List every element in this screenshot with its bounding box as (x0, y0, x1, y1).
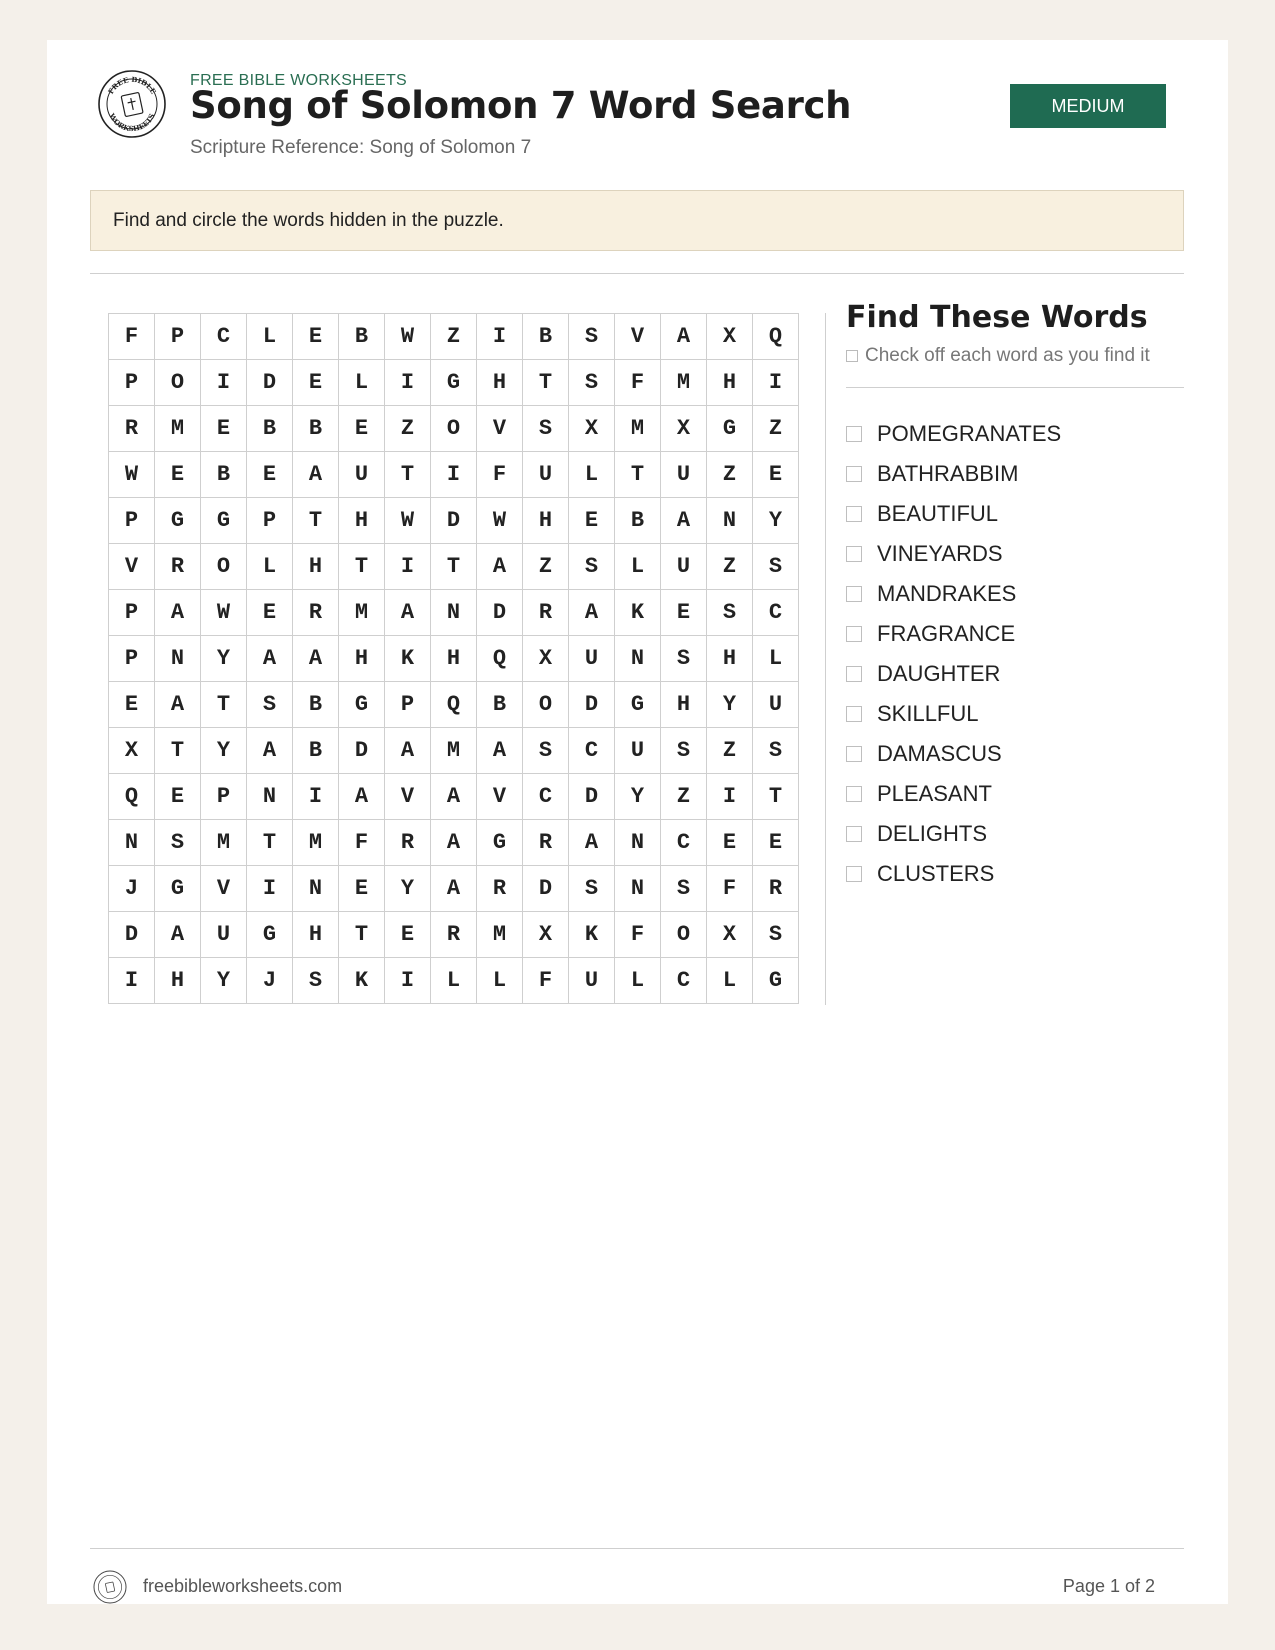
word-checkbox[interactable] (846, 706, 862, 722)
grid-cell: X (569, 406, 615, 452)
grid-cell: R (753, 866, 799, 912)
grid-cell: G (155, 498, 201, 544)
grid-cell: I (753, 360, 799, 406)
word-list-item (846, 814, 1061, 854)
word-label: DAUGHTER (877, 661, 1001, 686)
word-checkbox[interactable] (846, 466, 862, 482)
grid-cell: T (247, 820, 293, 866)
grid-cell: A (293, 452, 339, 498)
word-label: PLEASANT (877, 781, 992, 806)
word-label: MANDRAKES (877, 581, 1017, 606)
footer-logo (93, 1570, 127, 1604)
grid-cell: F (523, 958, 569, 1004)
grid-cell: I (293, 774, 339, 820)
grid-cell: M (431, 728, 477, 774)
grid-cell: K (339, 958, 385, 1004)
grid-cell: Y (385, 866, 431, 912)
grid-cell: A (155, 912, 201, 958)
grid-cell: S (569, 314, 615, 360)
grid-cell: W (201, 590, 247, 636)
grid-cell: R (477, 866, 523, 912)
grid-cell: E (569, 498, 615, 544)
grid-cell: H (155, 958, 201, 1004)
grid-cell: I (109, 958, 155, 1004)
grid-cell: A (339, 774, 385, 820)
grid-cell: R (155, 544, 201, 590)
grid-cell: T (155, 728, 201, 774)
grid-cell: I (707, 774, 753, 820)
grid-cell: P (201, 774, 247, 820)
grid-cell: G (477, 820, 523, 866)
grid-cell: E (753, 820, 799, 866)
word-list-heading: Find These Words (846, 300, 1148, 335)
footer-divider (90, 1548, 1184, 1549)
word-list-item (846, 494, 1061, 534)
grid-cell: N (615, 820, 661, 866)
grid-cell: X (523, 636, 569, 682)
grid-cell: Y (201, 636, 247, 682)
grid-cell: Z (753, 406, 799, 452)
grid-cell: E (109, 682, 155, 728)
scripture-reference: Scripture Reference: Song of Solomon 7 (190, 137, 532, 158)
grid-cell: H (707, 360, 753, 406)
grid-cell: S (293, 958, 339, 1004)
word-label: CLUSTERS (877, 861, 995, 886)
grid-cell: R (109, 406, 155, 452)
grid-cell: G (753, 958, 799, 1004)
grid-cell: S (661, 636, 707, 682)
grid-cell: L (615, 544, 661, 590)
grid-cell: S (753, 912, 799, 958)
grid-cell: P (385, 682, 431, 728)
grid-cell: B (615, 498, 661, 544)
grid-cell: J (247, 958, 293, 1004)
grid-cell: M (201, 820, 247, 866)
word-checkbox[interactable] (846, 826, 862, 842)
word-list-item (846, 454, 1061, 494)
grid-cell: P (109, 360, 155, 406)
grid-cell: F (109, 314, 155, 360)
grid-cell: V (201, 866, 247, 912)
grid-cell: Z (661, 774, 707, 820)
grid-cell: A (293, 636, 339, 682)
grid-cell: T (431, 544, 477, 590)
grid-cell: U (339, 452, 385, 498)
grid-cell: W (385, 314, 431, 360)
word-label: VINEYARDS (877, 541, 1003, 566)
grid-cell: B (201, 452, 247, 498)
grid-cell: B (523, 314, 569, 360)
word-label: DAMASCUS (877, 741, 1002, 766)
grid-cell: P (109, 590, 155, 636)
grid-cell: A (431, 866, 477, 912)
grid-cell: H (339, 636, 385, 682)
word-list-item (846, 654, 1061, 694)
grid-cell: E (661, 590, 707, 636)
word-label: FRAGRANCE (877, 621, 1016, 646)
grid-cell: Q (109, 774, 155, 820)
grid-cell: A (385, 590, 431, 636)
grid-cell: F (615, 360, 661, 406)
grid-cell: I (385, 958, 431, 1004)
page-title: Song of Solomon 7 Word Search (190, 84, 852, 127)
grid-cell: C (661, 820, 707, 866)
grid-cell: F (477, 452, 523, 498)
grid-cell: G (155, 866, 201, 912)
grid-cell: L (569, 452, 615, 498)
grid-cell: H (523, 498, 569, 544)
grid-cell: V (385, 774, 431, 820)
grid-cell: E (201, 406, 247, 452)
grid-cell: O (201, 544, 247, 590)
grid-cell: D (569, 774, 615, 820)
checkbox-icon (846, 350, 858, 362)
grid-cell: E (385, 912, 431, 958)
word-label: SKILLFUL (877, 701, 979, 726)
grid-cell: E (247, 452, 293, 498)
grid-cell: R (523, 820, 569, 866)
grid-cell: P (155, 314, 201, 360)
grid-cell: H (707, 636, 753, 682)
word-list-item (846, 414, 1061, 454)
grid-cell: B (293, 682, 339, 728)
grid-cell: T (339, 912, 385, 958)
worksheet-page (47, 40, 1228, 1604)
grid-cell: E (155, 774, 201, 820)
grid-cell: B (477, 682, 523, 728)
grid-cell: R (385, 820, 431, 866)
grid-cell: G (615, 682, 661, 728)
grid-cell: N (109, 820, 155, 866)
grid-cell: T (753, 774, 799, 820)
grid-cell: Z (431, 314, 477, 360)
grid-cell: Y (201, 728, 247, 774)
grid-cell: F (339, 820, 385, 866)
word-checkbox[interactable] (846, 866, 862, 882)
grid-cell: W (109, 452, 155, 498)
grid-cell: U (523, 452, 569, 498)
grid-cell: I (385, 544, 431, 590)
grid-cell: B (293, 406, 339, 452)
grid-cell: C (201, 314, 247, 360)
word-list-item (846, 694, 1061, 734)
grid-cell: Q (477, 636, 523, 682)
grid-cell: O (661, 912, 707, 958)
grid-cell: S (661, 728, 707, 774)
grid-cell: N (293, 866, 339, 912)
grid-cell: O (155, 360, 201, 406)
grid-cell: A (477, 728, 523, 774)
grid-cell: W (477, 498, 523, 544)
grid-cell: X (661, 406, 707, 452)
grid-cell: L (339, 360, 385, 406)
grid-cell: N (707, 498, 753, 544)
grid-cell: H (661, 682, 707, 728)
grid-cell: D (109, 912, 155, 958)
grid-cell: G (707, 406, 753, 452)
grid-cell: A (247, 728, 293, 774)
grid-cell: M (339, 590, 385, 636)
grid-cell: T (615, 452, 661, 498)
grid-cell: I (201, 360, 247, 406)
grid-cell: A (569, 820, 615, 866)
grid-cell: Q (431, 682, 477, 728)
grid-cell: E (707, 820, 753, 866)
word-checkbox[interactable] (846, 546, 862, 562)
grid-cell: S (569, 360, 615, 406)
grid-cell: X (523, 912, 569, 958)
grid-cell: I (385, 360, 431, 406)
grid-cell: S (661, 866, 707, 912)
grid-cell: I (431, 452, 477, 498)
grid-cell: T (201, 682, 247, 728)
grid-cell: L (477, 958, 523, 1004)
grid-cell: E (293, 314, 339, 360)
grid-cell: R (523, 590, 569, 636)
grid-cell: D (477, 590, 523, 636)
word-label: BEAUTIFUL (877, 501, 999, 526)
grid-cell: M (615, 406, 661, 452)
grid-cell: N (247, 774, 293, 820)
grid-cell: N (155, 636, 201, 682)
grid-cell: A (661, 498, 707, 544)
grid-cell: Z (523, 544, 569, 590)
grid-cell: G (431, 360, 477, 406)
grid-cell: L (707, 958, 753, 1004)
grid-cell: U (201, 912, 247, 958)
grid-cell: S (247, 682, 293, 728)
grid-cell: I (477, 314, 523, 360)
grid-cell: X (707, 314, 753, 360)
grid-cell: N (431, 590, 477, 636)
grid-cell: M (293, 820, 339, 866)
grid-cell: U (569, 636, 615, 682)
column-divider (825, 313, 826, 1005)
divider (846, 387, 1184, 388)
grid-cell: E (155, 452, 201, 498)
word-list-item (846, 614, 1061, 654)
grid-cell: D (431, 498, 477, 544)
grid-cell: W (385, 498, 431, 544)
word-list-hint (846, 345, 1150, 367)
grid-cell: J (109, 866, 155, 912)
grid-cell: S (707, 590, 753, 636)
grid-cell: S (523, 728, 569, 774)
instructions-text: Find and circle the words hidden in the puzzle. (113, 209, 504, 231)
grid-cell: K (385, 636, 431, 682)
grid-cell: U (661, 452, 707, 498)
page-number: Page 1 of 2 (1062, 1576, 1155, 1596)
grid-cell: E (753, 452, 799, 498)
word-list-item (846, 534, 1061, 574)
grid-cell: U (569, 958, 615, 1004)
grid-cell: E (247, 590, 293, 636)
grid-cell: C (753, 590, 799, 636)
grid-cell: S (569, 866, 615, 912)
grid-cell: V (109, 544, 155, 590)
grid-cell: A (431, 820, 477, 866)
word-checkbox[interactable] (846, 786, 862, 802)
grid-cell: L (615, 958, 661, 1004)
grid-cell: N (615, 866, 661, 912)
difficulty-badge: MEDIUM (1010, 84, 1166, 128)
brand-label: FREE BIBLE WORKSHEETS (190, 72, 408, 89)
word-checkbox[interactable] (846, 506, 862, 522)
footer-site-url: freebibleworksheets.com (143, 1576, 343, 1596)
word-label: DELIGHTS (877, 821, 988, 846)
word-list-item (846, 854, 1061, 894)
word-list-item (846, 774, 1061, 814)
grid-cell: G (201, 498, 247, 544)
grid-cell: M (155, 406, 201, 452)
grid-cell: Z (707, 544, 753, 590)
grid-cell: N (615, 636, 661, 682)
grid-cell: L (431, 958, 477, 1004)
grid-cell: E (339, 406, 385, 452)
grid-cell: U (615, 728, 661, 774)
grid-cell: M (661, 360, 707, 406)
grid-cell: L (247, 314, 293, 360)
grid-cell: S (569, 544, 615, 590)
instructions-box (90, 190, 1184, 251)
word-list-item (846, 734, 1061, 774)
grid-cell: T (339, 544, 385, 590)
grid-cell: K (615, 590, 661, 636)
grid-cell: H (293, 912, 339, 958)
grid-cell: C (569, 728, 615, 774)
grid-cell: L (753, 636, 799, 682)
grid-cell: S (523, 406, 569, 452)
grid-cell: T (385, 452, 431, 498)
grid-cell: Z (707, 452, 753, 498)
grid-cell: D (247, 360, 293, 406)
grid-cell: D (569, 682, 615, 728)
grid-cell: A (155, 682, 201, 728)
grid-cell: Y (753, 498, 799, 544)
grid-cell: A (247, 636, 293, 682)
word-label: BATHRABBIM (877, 461, 1019, 486)
grid-cell: Y (201, 958, 247, 1004)
grid-cell: F (707, 866, 753, 912)
grid-cell: X (109, 728, 155, 774)
grid-cell: X (707, 912, 753, 958)
grid-cell: P (109, 498, 155, 544)
grid-cell: L (247, 544, 293, 590)
grid-cell: R (431, 912, 477, 958)
grid-cell: Z (385, 406, 431, 452)
grid-cell: G (247, 912, 293, 958)
grid-cell: S (155, 820, 201, 866)
word-checkbox[interactable] (846, 586, 862, 602)
grid-cell: A (569, 590, 615, 636)
divider (90, 273, 1184, 274)
grid-cell: T (293, 498, 339, 544)
grid-cell: U (753, 682, 799, 728)
svg-text:WORKSHEETS: WORKSHEETS (107, 111, 157, 134)
grid-cell: F (615, 912, 661, 958)
word-checkbox[interactable] (846, 746, 862, 762)
grid-cell: H (477, 360, 523, 406)
word-label: POMEGRANATES (877, 421, 1062, 446)
grid-cell: S (753, 728, 799, 774)
word-checkbox[interactable] (846, 666, 862, 682)
grid-cell: V (477, 406, 523, 452)
grid-cell: H (293, 544, 339, 590)
grid-cell: V (615, 314, 661, 360)
word-checkbox[interactable] (846, 626, 862, 642)
grid-cell: G (339, 682, 385, 728)
grid-cell: B (339, 314, 385, 360)
word-search-grid (108, 313, 799, 1004)
grid-cell: S (753, 544, 799, 590)
grid-cell: O (431, 406, 477, 452)
grid-cell: O (523, 682, 569, 728)
grid-cell: C (523, 774, 569, 820)
grid-cell: A (431, 774, 477, 820)
grid-cell: P (247, 498, 293, 544)
grid-cell: Y (707, 682, 753, 728)
word-list-item (846, 574, 1061, 614)
grid-cell: M (477, 912, 523, 958)
grid-cell: P (109, 636, 155, 682)
grid-cell: D (339, 728, 385, 774)
svg-text:FREE BIBLE: FREE BIBLE (106, 74, 158, 96)
grid-cell: K (569, 912, 615, 958)
free-bible-worksheets-logo (97, 69, 167, 139)
grid-cell: T (523, 360, 569, 406)
grid-cell: Q (753, 314, 799, 360)
grid-cell: B (247, 406, 293, 452)
grid-cell: E (293, 360, 339, 406)
grid-cell: U (661, 544, 707, 590)
grid-cell: A (477, 544, 523, 590)
grid-cell: C (661, 958, 707, 1004)
grid-cell: Z (707, 728, 753, 774)
grid-cell: A (385, 728, 431, 774)
word-list (846, 414, 1061, 894)
grid-cell: E (339, 866, 385, 912)
grid-cell: A (661, 314, 707, 360)
grid-cell: D (523, 866, 569, 912)
grid-cell: A (155, 590, 201, 636)
word-checkbox[interactable] (846, 426, 862, 442)
grid-cell: V (477, 774, 523, 820)
grid-cell: R (293, 590, 339, 636)
grid-cell: B (293, 728, 339, 774)
grid-cell: I (247, 866, 293, 912)
grid-cell: H (431, 636, 477, 682)
grid-cell: Y (615, 774, 661, 820)
grid-cell: H (339, 498, 385, 544)
word-list-hint-text: Check off each word as you find it (865, 345, 1150, 366)
